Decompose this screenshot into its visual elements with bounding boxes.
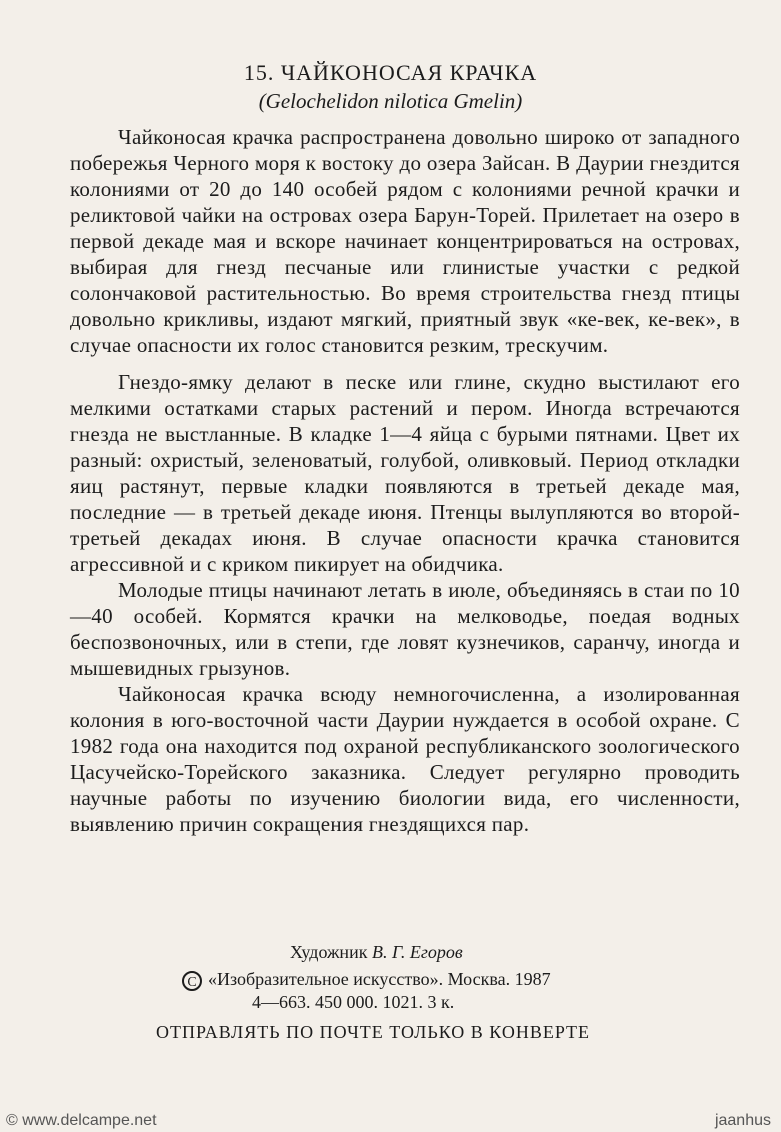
watermark-right: jaanhus bbox=[714, 1112, 771, 1129]
artist-prefix: Художник bbox=[290, 942, 368, 962]
publisher-line bbox=[182, 967, 551, 991]
paragraph-4: Чайконосая крачка всюду немногочисленна, а изолированная колония в юго-восточной части Даурии нуждается в особой охране. С 1982 года она находится под охраной республиканского зоологического Цасучейско-Торейского заказника. Следует регулярно проводить научные работы по изучению биологии вида, его численности, выявлению причин сокращения гнездящихся пар. bbox=[70, 682, 740, 836]
latin-name-text: (Gelochelidon nilotica Gmelin) bbox=[258, 89, 523, 113]
watermark-left: © www.delcampe.net bbox=[6, 1112, 157, 1129]
mail-note: ОТПРАВЛЯТЬ ПО ПОЧТЕ ТОЛЬКО В КОНВЕРТЕ bbox=[156, 1022, 591, 1042]
artist-name: В. Г. Егоров bbox=[371, 942, 463, 962]
print-code: 4—663. 450 000. 1021. 3 к. bbox=[252, 992, 455, 1012]
page-title: 15. ЧАЙКОНОСАЯ КРАЧКА bbox=[243, 60, 538, 85]
paragraph-3: Молодые птицы начинают летать в июле, объединяясь в стаи по 10—40 особей. Кормятся крачки на мелководье, поедая водных беспозвоночных, или в степи, где ловят кузнечиков, саранчу, иногда и мышевидных грызунов. bbox=[70, 578, 740, 680]
paragraph-2: Гнездо-ямку делают в песке или глине, скудно выстилают его мелкими остатками старых растений и пером. Иногда встречаются гнезда не выстланные. В кладке 1—4 яйца с бурыми пятнами. Цвет их разный: охристый, зеленоватый, голубой, оливковый. Период откладки яиц растянут, первые кладки появляются в третьей декаде мая, последние — в третьей декаде июня. Птенцы вылупляются во второй-третьей декадах июня. В случае опасности крачка становится агрессивной и с криком пикирует на обидчика. bbox=[70, 370, 740, 576]
paragraph-1: Чайконосая крачка распространена довольно широко от западного побережья Черного моря к востоку до озера Зайсан. В Даурии гнездится колониями от 20 до 140 особей рядом с колониями речной крачки и реликтовой чайки на островах озера Барун-Торей. Прилетает на озеро в первой декаде мая и вскоре начинает концентрироваться на островах, выбирая для гнезд песчаные или глинистые участки с редкой солончаковой растительностью. Во время строительства гнезд птицы довольно крикливы, издают мягкий, приятный звук «ке-век, ке-век», в случае опасности их голос становится резким, трескучим. bbox=[70, 125, 740, 357]
copyright-icon: С bbox=[182, 971, 202, 991]
artist-credit bbox=[290, 940, 463, 964]
article-body bbox=[70, 124, 740, 837]
latin-name bbox=[0, 88, 781, 114]
publisher-text: «Изобразительное искусство». Москва. 1987 bbox=[208, 969, 551, 989]
